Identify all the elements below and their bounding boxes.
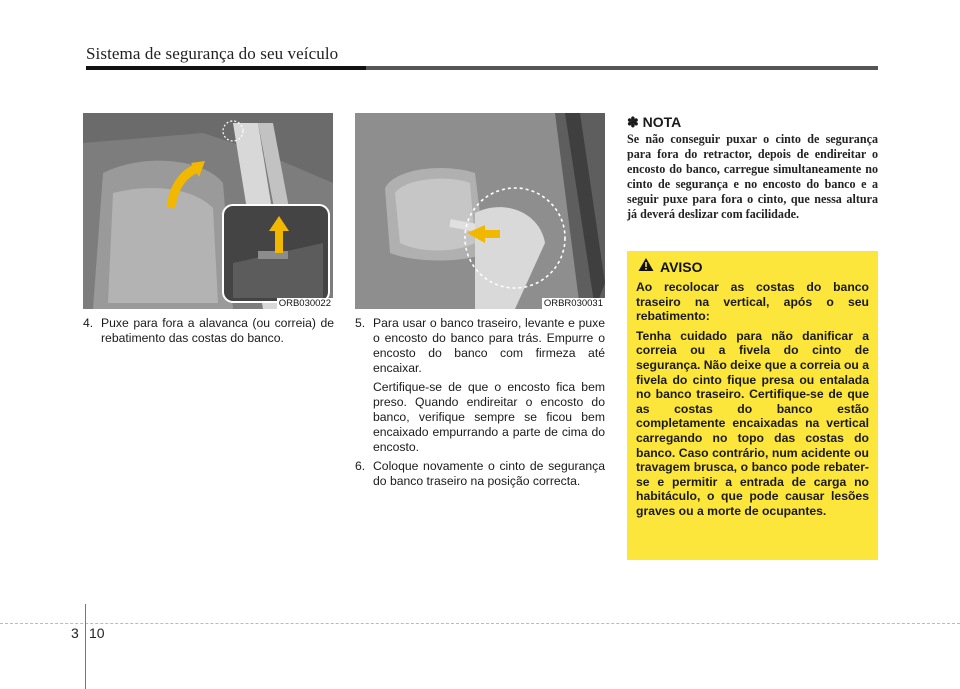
note-heading: ✽ NOTA	[627, 114, 682, 130]
list-item	[355, 316, 605, 455]
page-number: 10	[89, 625, 105, 641]
figure-label: ORB030022	[278, 298, 331, 309]
step-text-continued: Certifique-se de que o encosto fica bem preso. Quando endireitar o encosto do banco, verifique sempre se ficou bem encaixado empurrando a parte de cima do encosto.	[373, 380, 605, 454]
footer-divider	[0, 623, 960, 624]
step-number: 5.	[355, 316, 366, 330]
step-number: 6.	[355, 459, 366, 473]
step-text: Coloque novamente o cinto de segurança do banco traseiro na posição correcta.	[373, 459, 605, 488]
header-rule-accent	[86, 66, 366, 70]
step-4-block	[83, 316, 334, 346]
step-text: Para usar o banco traseiro, levante e puxe o encosto do banco para trás. Empurre o encosto do banco com firmeza até encaixar.	[373, 316, 605, 375]
seat-illustration	[83, 113, 333, 309]
warning-title: AVISO	[660, 259, 703, 275]
figure-label: ORBR030031	[543, 298, 603, 309]
warning-box	[627, 251, 878, 560]
figure-seatback-lever	[83, 113, 333, 309]
list-item	[355, 459, 605, 489]
belt-illustration	[355, 113, 605, 309]
section-title: Sistema de segurança do seu veículo	[86, 44, 339, 63]
warning-header	[638, 257, 869, 277]
warning-icon	[638, 257, 654, 277]
note-text: Se não conseguir puxar o cinto de segurança para fora do retractor, depois de endireitar o encosto do banco, carregue simultaneamente no cinto de segurança e no encosto do banco e a seguir puxe para fora o cinto, que nessa altura já deverá deslizar com facilidade.	[627, 132, 878, 221]
step-number: 4.	[83, 316, 94, 330]
list-item	[83, 316, 334, 346]
chapter-number: 3	[71, 625, 79, 641]
warning-intro: Ao recolocar as costas do banco traseiro na vertical, após o seu rebatimento:	[636, 280, 869, 324]
figure-headrest-belt	[355, 113, 605, 309]
steps-5-6-block	[355, 316, 605, 489]
warning-details: Tenha cuidado para não danificar a correia ou a fivela do cinto de segurança. Não deixe que a correia ou a fivela do cinto fique presa ou entalada no banco traseiro. Certifique-se de que as costas do banco estão completamente encaixadas na vertical carregando no topo das costas do banco. Caso contrário, num acidente ou travagem brusca, o banco pode rebater-se e permitir a entrada de carga no habitáculo, o que pode causar lesões graves ou a morte de ocupantes.	[636, 328, 870, 518]
step-text: Puxe para fora a alavanca (ou correia) de rebatimento das costas do banco.	[101, 316, 334, 345]
footer-vertical-rule	[85, 604, 86, 689]
